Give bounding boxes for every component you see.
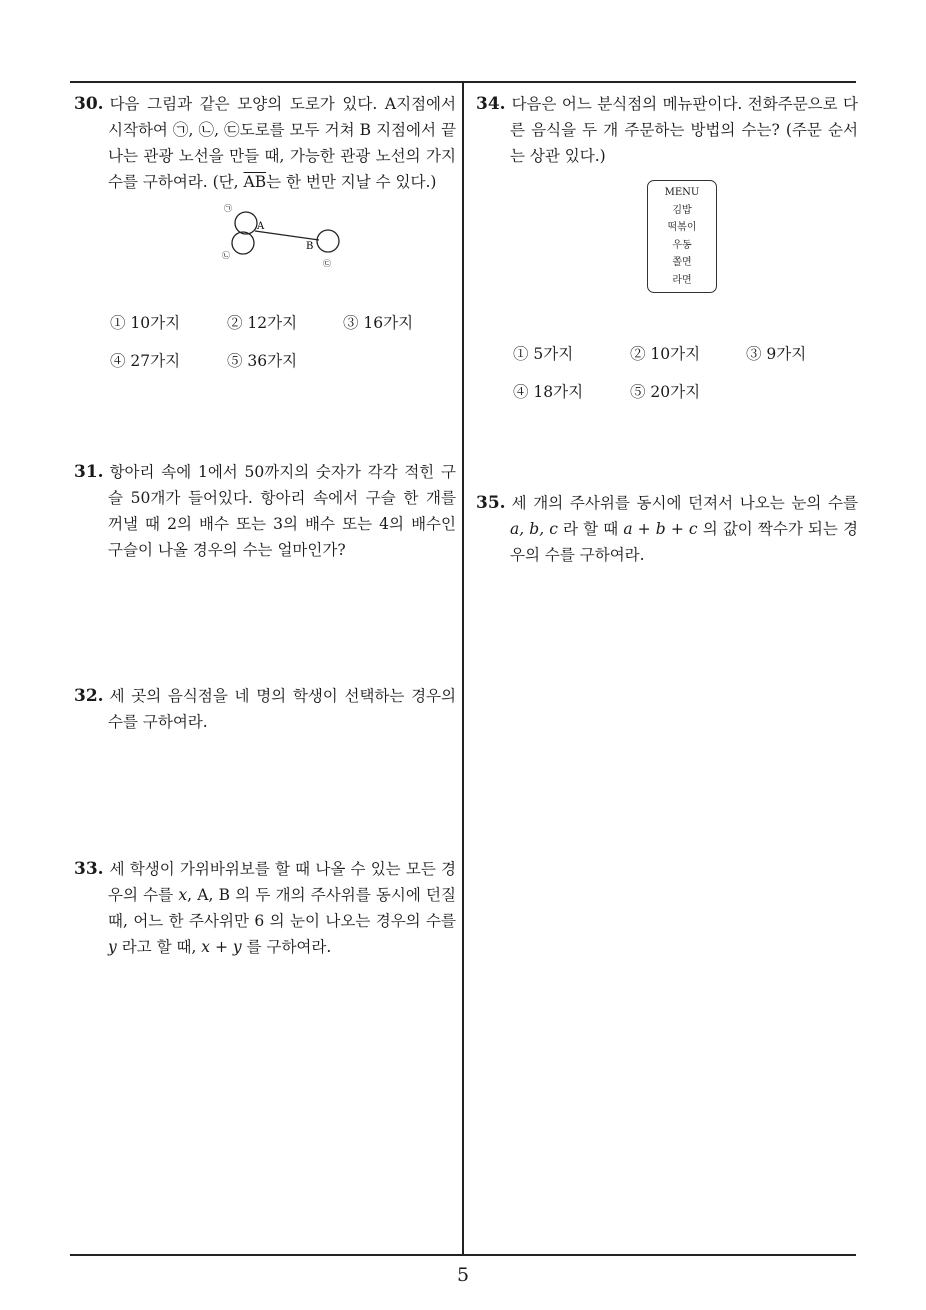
question-number: 33. <box>74 859 104 879</box>
question-35-text-part-b: 라 할 때 <box>557 520 624 538</box>
page-number: 5 <box>456 1264 470 1286</box>
question-32 <box>74 683 456 735</box>
menu-item: 라면 <box>672 274 692 286</box>
question-32-text <box>74 683 456 735</box>
bottom-rule <box>70 1254 856 1256</box>
choice[interactable]: ④ 18가지 <box>513 383 584 401</box>
question-33-text-part-a: 세 학생이 가위바위보를 할 때 나올 수 있는 모든 경우의 수를 <box>108 860 456 904</box>
figure-label-3: ㉢ <box>323 259 331 268</box>
variable-y: y <box>108 938 117 956</box>
question-35-text <box>476 490 858 568</box>
column-divider <box>462 82 464 1256</box>
question-number: 35. <box>476 493 506 513</box>
question-33-text-part-c: 라고 할 때, <box>116 938 202 956</box>
choice[interactable]: ② 10가지 <box>630 345 701 363</box>
question-35-text-part-c: 의 값이 짝수가 되는 경우의 수를 구하여라. <box>510 520 858 564</box>
road-ab <box>255 231 319 240</box>
choice[interactable]: ③ 16가지 <box>343 314 414 332</box>
road-circle-1 <box>235 212 257 234</box>
choice[interactable]: ⑤ 20가지 <box>630 383 701 401</box>
choice[interactable]: ⑤ 36가지 <box>227 352 298 370</box>
question-31-body: 항아리 속에 1에서 50까지의 숫자가 각각 적힌 구슬 50개가 들어있다. 항아리 속에서 구슬 한 개를 꺼낼 때 2의 배수 또는 3의 배수 또는 4의 배수인 구슬이 나올 경우의 수는 얼마인가? <box>108 463 456 559</box>
choice[interactable]: ① 10가지 <box>110 314 181 332</box>
point-a-label: A <box>257 221 265 232</box>
menu-item: 쫄면 <box>672 257 692 268</box>
question-31 <box>74 459 456 563</box>
menu-title: MENU <box>664 187 700 198</box>
question-number: 32. <box>74 686 104 706</box>
question-33-text <box>74 856 456 960</box>
choice[interactable]: ① 5가지 <box>513 345 574 363</box>
question-number: 31. <box>74 462 104 482</box>
menu-item: 떡볶이 <box>667 222 697 233</box>
question-35-text-part-a: 세 개의 주사위를 동시에 던져서 나오는 눈의 수를 <box>511 494 858 512</box>
variables-abc: a, b, c <box>510 520 558 538</box>
choice[interactable]: ④ 27가지 <box>110 352 181 370</box>
question-31-text <box>74 459 456 563</box>
variable-x: x <box>178 886 188 904</box>
expression-x-plus-y: x + y <box>201 938 242 956</box>
question-32-body: 세 곳의 음식점을 네 명의 학생이 선택하는 경우의 수를 구하여라. <box>108 687 456 731</box>
question-30 <box>74 91 456 195</box>
question-30-text <box>74 91 456 195</box>
question-30-text-part-a: 다음 그림과 같은 모양의 도로가 있다. A지점에서 시작하여 ㉠, ㉡, ㉢도로를 모두 거쳐 B 지점에서 끝나는 관광 노선을 만들 때, 가능한 관광 노선의 가지 수를 구하여라. (단, <box>108 95 456 191</box>
choice[interactable]: ③ 9가지 <box>746 345 807 363</box>
road-circle-2 <box>232 232 254 254</box>
expression-a-plus-b-plus-c: a + b + c <box>623 520 698 538</box>
question-33-text-part-d: 를 구하여라. <box>241 938 332 956</box>
road-figure <box>215 198 355 270</box>
menu-item: 김밥 <box>672 204 692 216</box>
question-number: 34. <box>476 94 506 114</box>
segment-ab: $\overline{AB}$ <box>243 173 267 191</box>
point-b-label: B <box>306 241 314 252</box>
question-34 <box>476 91 858 169</box>
menu-board <box>647 180 717 293</box>
question-34-text <box>476 91 858 169</box>
question-35 <box>476 490 858 568</box>
figure-label-2: ㉡ <box>222 251 230 260</box>
question-33 <box>74 856 456 960</box>
question-33-text-part-b: , A, B 의 두 개의 주사위를 동시에 던질 때, 어느 한 주사위만 6 의 눈이 나오는 경우의 수를 <box>108 886 456 930</box>
question-30-text-part-b: 는 한 번만 지날 수 있다.) <box>266 173 437 191</box>
figure-label-1: ㉠ <box>224 204 232 213</box>
menu-item: 우동 <box>672 239 692 251</box>
question-number: 30. <box>74 94 104 114</box>
choice[interactable]: ② 12가지 <box>227 314 298 332</box>
question-34-body: 다음은 어느 분식점의 메뉴판이다. 전화주문으로 다른 음식을 두 개 주문하는 방법의 수는? (주문 순서는 상관 있다.) <box>510 95 858 165</box>
road-circle-3 <box>317 230 339 252</box>
